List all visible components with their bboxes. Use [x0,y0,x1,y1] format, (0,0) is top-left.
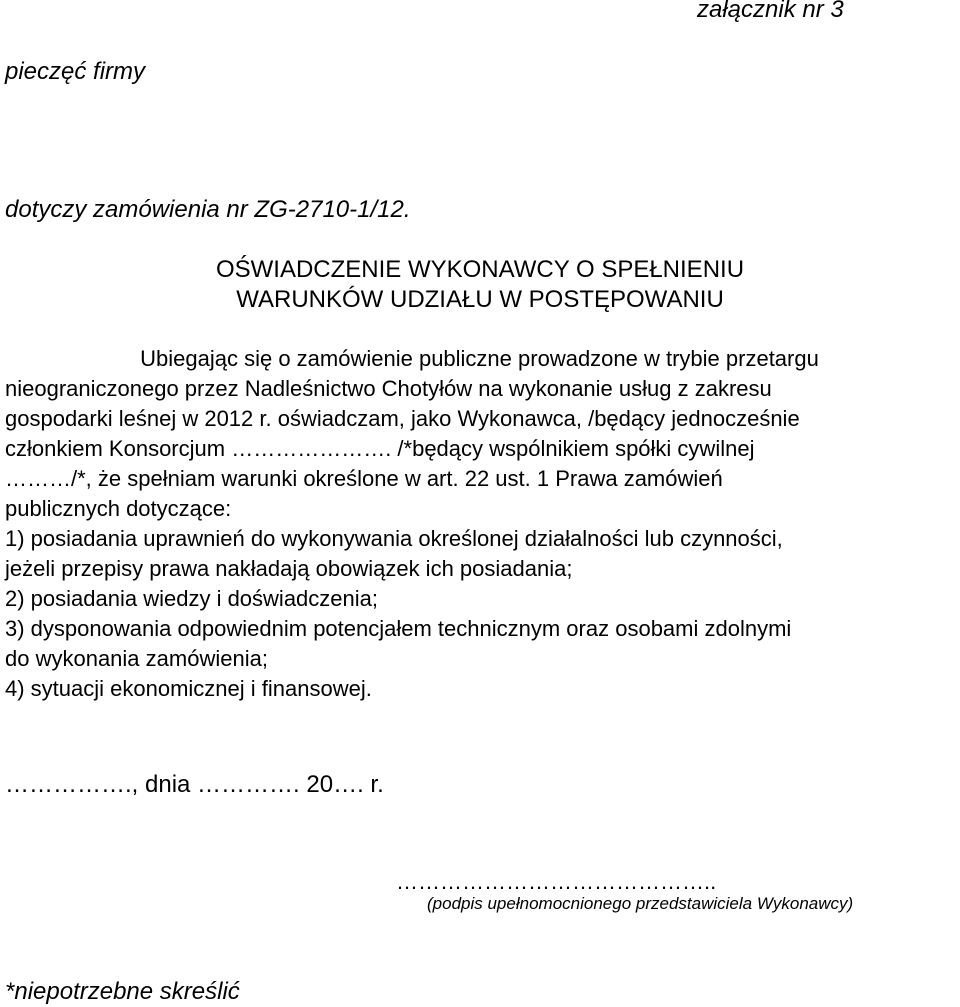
declaration-line: publicznych dotyczące: [5,496,232,521]
document-title-line-2: WARUNKÓW UDZIAŁU W POSTĘPOWANIU [236,286,724,313]
declaration-line: Ubiegając się o zamówienie publiczne prowadzone w trybie przetargu [140,346,819,371]
declaration-line: ………/*, że spełniam warunki określone w art. 22 ust. 1 Prawa zamówień [5,466,723,491]
document-title-line-1: OŚWIADCZENIE WYKONAWCY O SPEŁNIENIU [215,256,745,283]
condition-item-4: 4) sytuacji ekonomicznej i finansowej. [5,676,372,701]
signature-caption: (podpis upełnomocnionego przedstawiciela Wykonawcy) [427,894,854,913]
footnote: *niepotrzebne skreślić [5,978,240,1005]
attachment-number: załącznik nr 3 [697,0,844,23]
condition-item-1-continued: jeżeli przepisy prawa nakładają obowiązek ich posiadania; [5,556,573,581]
declaration-line: członkiem Konsorcjum …………………. /*będący wspólnikiem spółki cywilnej [5,436,755,461]
document-title [0,255,960,315]
order-reference: dotyczy zamówienia nr ZG-2710-1/12. [5,196,411,223]
signature-line: …………………………………….. [396,869,717,894]
condition-item-3: 3) dysponowania odpowiednim potencjałem technicznym oraz osobami zdolnymi [5,616,792,641]
declaration-body [5,344,960,704]
declaration-line: nieograniczonego przez Nadleśnictwo Chotyłów na wykonanie usług z zakresu [5,376,772,401]
company-stamp-label: pieczęć firmy [5,58,146,85]
condition-item-1: 1) posiadania uprawnień do wykonywania określonej działalności lub czynności, [5,526,783,551]
declaration-line: gospodarki leśnej w 2012 r. oświadczam, jako Wykonawca, /będący jednocześnie [5,406,800,431]
condition-item-2: 2) posiadania wiedzy i doświadczenia; [5,586,378,611]
condition-item-3-continued: do wykonania zamówienia; [5,646,268,671]
place-and-date-line: ……………., dnia …………. 20…. r. [5,771,384,798]
